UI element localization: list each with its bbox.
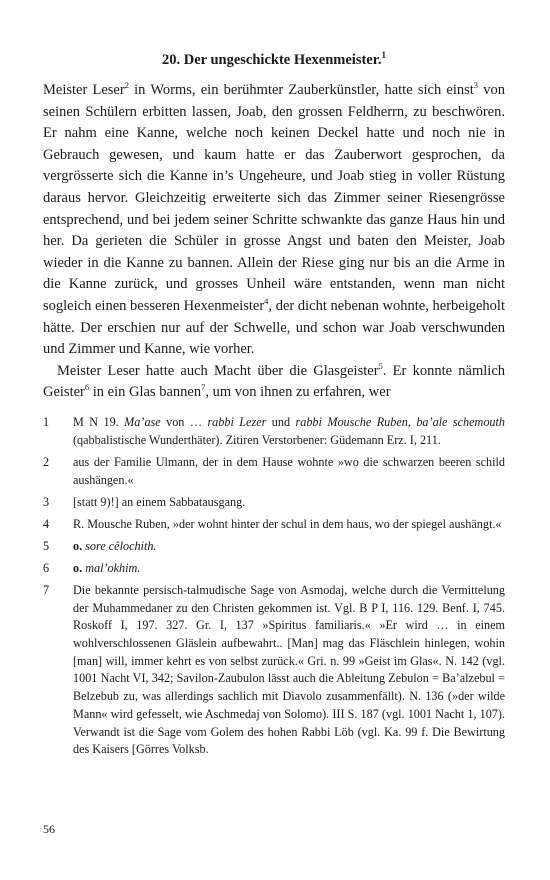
- footnote-number: 7: [43, 582, 50, 597]
- text-run: und: [266, 415, 296, 429]
- chapter-title-text: 20. Der ungeschickte Hexenmeister.: [162, 52, 382, 68]
- paragraph: [43, 361, 505, 404]
- text-run: . Er konnte nämlich Geister: [43, 362, 506, 401]
- footnote-item: [43, 494, 505, 512]
- footnote-number: 1: [43, 415, 50, 429]
- text-run: (qabbalistische Wunderthäter). Zitiren Verstorbener: Güdemann Erz. I, 211.: [73, 432, 441, 447]
- text-run: Meister Leser hatte auch Macht über die Glasgeister: [57, 362, 379, 379]
- text-run: , um von ihnen zu erfahren, wer: [205, 384, 391, 401]
- footnote-item: [43, 516, 505, 534]
- text-run: M N 19.: [73, 415, 125, 429]
- italic-run: sore cêlochith.: [82, 538, 157, 553]
- footnote-item: [43, 414, 505, 449]
- footnote-ref: 6: [84, 382, 90, 393]
- footnote-text: [73, 414, 505, 449]
- chapter-title: [43, 50, 505, 69]
- footnote-ref: 5: [378, 360, 383, 371]
- footnote-text: [73, 560, 505, 578]
- text-run: von seinen Schülern erbitten lassen, Joab, den grossen Feldherrn, zu beschwören. Er nahm eine Kanne, welche noch keinen Deckel hatte und noch nie in Gebrauch gewesen, und kaum hatte er das Zauberwort gesprochen, da vergrösserte sich die Kanne in’s Ungeheure, und Joab stieg in voller Rüstung daraus hervor. Gleichzeitig erweiterte sich das Zimmer seiner Riesengrösse entsprechend, und bei jedem seiner Schritte schwankte das ganze Haus hin und her. Da gerieten die Schüler in grosse Angst und baten den Meister, Joab wieder in die Kanne zu bannen. Allein der Riese ging nur bis an die Arme in die Kanne zurück, und grosses Unheil wäre entstanden, wenn man nicht sogleich einen besseren Hexenmeister: [43, 82, 505, 314]
- italic-run: Ma’ase: [124, 415, 161, 429]
- italic-run: mal’okhim.: [82, 560, 141, 575]
- footnote-ref: 1: [381, 50, 386, 60]
- footnote-text: Die bekannte persisch-talmudische Sage von Asmodaj, welche durch die Vermittelung der Muhammedaner zu den Christen gekommen ist. Vgl. B P I, 116. 129. Benf. I, 745. Roskoff I, 197. 327. Gr. I, 137 »Spiritus familiaris.« »Er wird … in einem wohlverschlossenen Gläslein aufbewahrt.. [Man] mag das Fläschlein hinlegen, wohin [man] will, immer kehrt es von selbst zurück.« Gri. n. 99 »Geist im Glas«. N. 142 (vgl. 1001 Nacht VI, 342; Savilon-Zaubulon lässt auch die Ableitung Zebulon = Ba’alzebul = Belzebub zu, was allerdings sachlich mit Diavolo zusammenfällt). N. 136 (»der wilde Mann« wird gefesselt, wie Aschmedaj von Solomo). III S. 187 (vgl. 1001 Nacht 1, 107). Verwandt ist die Sage vom Golem des hohen Rabbi Löb (vgl. Ka. 99 f. Die Bewirtung des Kaisers [Görres Volksb.: [73, 582, 505, 757]
- paragraph: [43, 80, 505, 361]
- footnote-ref: 3: [473, 80, 479, 90]
- text-run: Meister Leser: [43, 82, 125, 98]
- footnote-ref: 2: [124, 80, 129, 90]
- footnote-ref: 4: [264, 295, 269, 306]
- footnote-item: [43, 538, 505, 556]
- main-text: [43, 80, 505, 404]
- page-number: 56: [43, 822, 55, 836]
- footnotes: [43, 414, 505, 763]
- italic-run: rabbi Lezer: [207, 415, 267, 429]
- footnote-ref: 7: [201, 382, 206, 393]
- footnote-number: 6: [43, 560, 50, 575]
- footnote-number: 2: [43, 454, 50, 469]
- bold-run: o.: [73, 560, 83, 575]
- italic-run: rabbi Mousche Ruben, ba’ale schemouth: [295, 415, 506, 429]
- footnote-text: R. Mousche Ruben, »der wohnt hinter der schul in dem haus, wo der spiegel aushängt.«: [73, 516, 502, 531]
- text-run: in Worms, ein berühmter Zauberkünstler, hatte sich einst: [128, 82, 474, 98]
- footnote-number: 5: [43, 538, 50, 553]
- footnote-item: [43, 454, 505, 489]
- footnote-number: 3: [43, 494, 50, 509]
- text-run: in ein Glas bannen: [89, 384, 202, 401]
- footnote-number: 4: [43, 516, 50, 531]
- text-run: , der dicht nebenan wohnte, herbeigeholt hätte. Der erschien nur auf der Schwelle, und schon war Joab verschwunden und Zimmer und Kanne, wie vorher.: [43, 297, 505, 358]
- footnote-text: [statt 9)!] an einem Sabbatausgang.: [73, 494, 246, 509]
- text-run: von …: [160, 415, 208, 429]
- footnote-item: [43, 582, 505, 759]
- footnote-text: [73, 538, 505, 556]
- footnote-item: [43, 560, 505, 578]
- footnote-text: aus der Familie Ulmann, der in dem Hause wohnte »wo die schwarzen beeren schild aushängen.«: [73, 454, 505, 487]
- bold-run: o.: [73, 538, 83, 553]
